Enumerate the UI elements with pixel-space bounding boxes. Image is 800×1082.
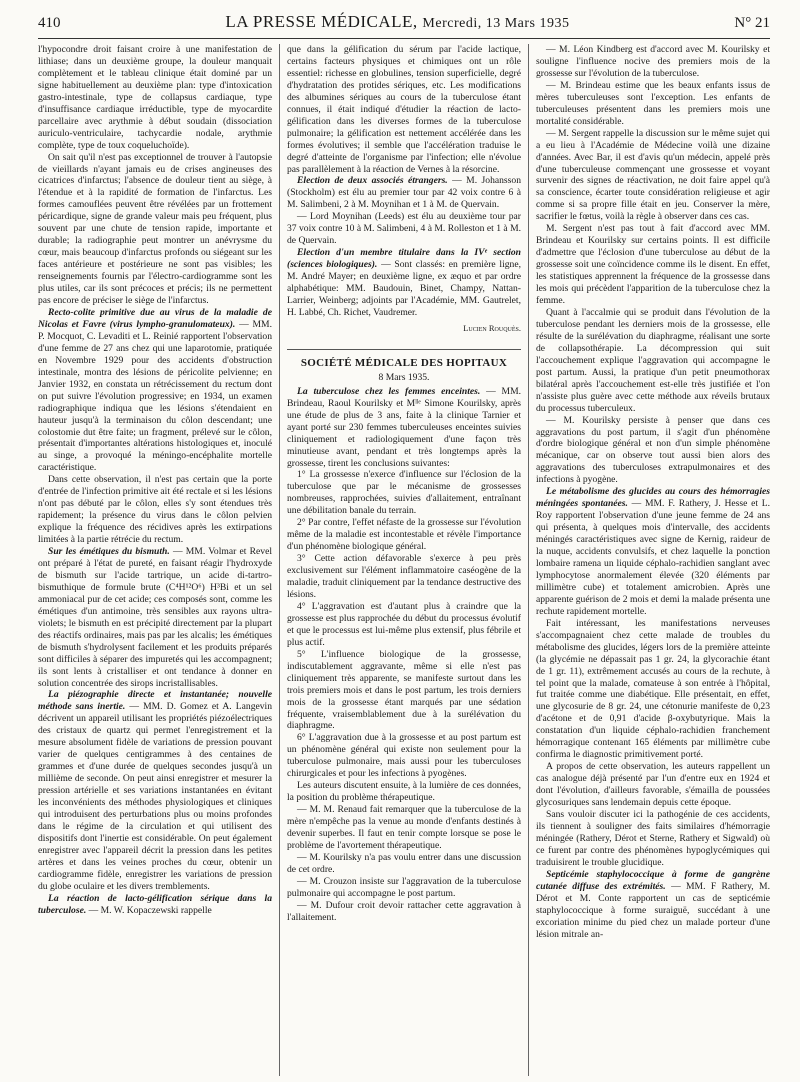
paragraph-text: — MM. P. Mocquot, C. Levaditi et L. Reinié rapportent l'observation d'une femme de 27 ans chez qui une laparotomie, pratiquée en Novembre 1929 pour des accidents d'obstruction intestinale, montra des lésions de péricolite pelvienne; en Janvier 1932, en constata un rétrécissement du rectum dont on put suivre l'évolution progressive; en 1934, un examen radiographique indiqua que les lésions s'étendaient en hauteur jusqu'à la terminaison du côlon descendant; une colostomie dut être faite; un fragment, prélevé sur le côlon, présentait d'importantes altérations histologiques et, inoculé au singe, a provoqué la méningo-encéphalite mortelle caractéristique. [38,318,272,474]
paragraph: A propos de cette observation, les auteurs rappellent un cas analogue déjà présenté par l'un d'entre eux en 1924 et dont l'évolution, d'ailleurs favorable, s'émailla de poussées glycosuriques sans lendemain depuis cette époque. [536,761,770,809]
paragraph: 2° Par contre, l'effet néfaste de la grossesse sur l'évolution même de la maladie est incontestable et révèle l'importance d'un phénomène biologique général. [287,517,521,553]
paragraph [38,893,272,917]
communication-title: Election d'un membre titulaire dans la IVᵉ section (sciences biologiques). [287,247,521,271]
paragraph-text: — MM. F Rathery, M. Dérot et M. Conte rapportent un cas de septicémie staphylococcique à forme suraiguë, succédant à une excoriation minime du pied chez un malade porteur d'une lésion mitrale an- [536,880,770,940]
paragraph: l'hypocondre droit faisant croire à une manifestation de lithiase; dans un deuxième groupe, la douleur manquait complètement et le tableau clinique était dominé par un signe habituellement au deuxième plan: type d'intoxication gastro-intestinale, type de collapsus cardiaque, type d'insuffisance cardiaque irréductible, type de myocardite parcellaire avec arythmie à début soudain (dissociation auriculo-ventriculaire, tachycardie nodale, arythmie complète, type de toux coqueluchoïde). [38,44,272,151]
paragraph-text: — M. Johansson (Stockholm) est élu au premier tour par 42 voix contre 6 à M. Salimbeni, 2 à M. Moynihan et 1 à M. de Quervain. [287,175,521,211]
paragraph: Sans vouloir discuter ici la pathogénie de ces accidents, ils tiennent à souligner des faits similaires d'hémorragie méningée (Rathery, Dérot et Sterne, Rathery et Sigwald) où ce furent par contre des phénomènes hypoglycémiques qui traduisirent le trouble glucidique. [536,809,770,868]
paragraph: — M. Brindeau estime que les beaux enfants issus de mères tuberculeuses sont l'exception. Les enfants de tuberculeuses présentent dans les premiers mois une mortalité considérable. [536,79,770,127]
paragraph: 5° L'influence biologique de la grossesse, indiscutablement aggravante, même si elle n'est pas cliniquement très apparente, se manifeste surtout dans les trois premiers mois et dans le post partum, les trois derniers mois de la grossesse étant marqués par une sédation fréquente, vraisemblablement due à la surélévation du diaphragme. [287,648,521,732]
paragraph: 4° L'aggravation est d'autant plus à craindre que la grossesse est plus rapprochée du début du processus évolutif et que le processus est lui-même plus extensif, plus fébrile et plus actif. [287,600,521,648]
paragraph: On sait qu'il n'est pas exceptionnel de trouver à l'autopsie de vieillards n'ayant jamais eu de crises angineuses des cicatrices d'infarctus; l'absence de douleur tient au siège, à l'étendue et à la rapidité de formation de l'infarctus. Les formes camouflées peuvent être révélées par un frottement péricardique, signe de grande valeur mais peu fréquent, plus souvent par une chute de tension rapide, importante et durable; la radiographie peut montrer un anévrysme du cœur, mais beaucoup d'infarctus profonds ou siégeant sur les faces antérieure et postérieure ne sont pas visibles; les renseignements fournis par l'électro-cardiogramme sont les plus utiles, car ils sont précoces et précis; ils ne permettent pas encore de préciser le siège de l'infarctus. [38,151,272,307]
article-columns [38,44,770,1076]
paragraph: — M. M. Renaud fait remarquer que la tuberculose de la mère n'empêche pas la venue au monde d'enfants destinés à devenir superbes. Il faut en tenir compte lorsque se pose le problème de l'avortement thérapeutique. [287,804,521,851]
paragraph-text: — MM. D. Gomez et A. Langevin décrivent un appareil utilisant les propriétés piézoélectriques des cristaux de quartz qui permet l'enregistrement et la mesure absolument fidèle de variations de pression pouvant varier de quelques centigrammes à des centaines de grammes et d'une durée de quelques secondes jusqu'à un millième de seconde. On peut ainsi enregistrer et mesurer la pression artérielle et ses variations instantanées en évitant les inconvénients des méthodes physiologiques et cliniques qui introduisent des perturbations plus ou moins profondes dans le régime de la circulation et qui utilisent des dispositifs dont l'inertie est considérable. On peut également enregistrer avec l'appareil décrit la pression dans les petites artères et dans les veines proches du cœur, obtenir un cardiogramme fidèle, enregistrer les variations de pression du globe oculaire et les divers tremblements. [38,701,273,892]
journal-name: LA PRESSE MÉDICALE, [225,12,418,31]
paragraph: — Lord Moynihan (Leeds) est élu au deuxième tour par 37 voix contre 10 à M. Salimbeni, 4 à M. Rolleston et 1 à M. de Quervain. [287,211,521,247]
paragraph [287,386,521,470]
communication-title: Septicémie staphylococcique à forme de gangrène cutanée diffuse des extrémités. [536,868,770,892]
paragraph: — M. Dufour croit devoir rattacher cette aggravation à l'allaitement. [287,899,521,923]
paragraph-text: — MM. Brindeau, Raoul Kourilsky et Mˡˡᵉ Simone Kourilsky, après une étude de plus de 3 ans, faite à la clinique Tarnier et ayant porté sur 230 femmes tuberculeuses enceintes suivies cliniquement et radiologiquement d'une façon très minutieuse avant, pendant et très longtemps après la grossesse, tirent les conclusions suivantes: [287,385,521,469]
paragraph-text: — MM. F. Rathery, J. Hesse et L. Roy rapportent l'observation d'une jeune femme de 24 ans qui présenta, à quelques mois d'intervalle, des accidents méningés caractéristiques avec signe de Kernig, raideur de la nuque, accidents convulsifs, et chez laquelle la ponction lombaire ramena un liquide céphalo-rachidien sanglant avec lymphocytose anormalement élevée (320 éléments par millimètre cube) et totalement amicrobien. Après une apparente guérison de 2 mois et demi la malade présenta une rechute rapidement mortelle. [536,498,770,617]
paragraph [38,546,272,689]
column-2 [280,44,528,1076]
paragraph [38,307,272,474]
communication-title: La tuberculose chez les femmes enceintes. [297,385,481,397]
paragraph [287,247,521,319]
paragraph: 6° L'aggravation due à la grossesse et au post partum est un phénomène général qui existe non seulement pour la tuberculose pulmonaire, mais aussi pour les tuberculoses chirurgicales et pour les infections à pyogènes. [287,732,521,780]
paragraph: 1° La grossesse n'exerce d'influence sur l'éclosion de la tuberculose que par le mécanisme de grossesses nombreuses, rapprochées, suivies d'allaitement, entraînant une débilitation banale du terrain. [287,469,521,517]
paragraph [287,175,521,211]
paragraph [536,869,770,941]
section-date: 8 Mars 1935. [378,371,430,383]
communication-title: La réaction de lacto-gélification sérique dans la tuberculose. [38,892,272,916]
communication-title: La piézographie directe et instantanée; nouvelle méthode sans inertie. [38,689,272,713]
paragraph [536,486,770,617]
paragraph: Quant à l'accalmie qui se produit dans l'évolution de la tuberculose pendant les derniers mois de la grossesse, elle résulte de la surélévation du diaphragme, réalisant une sorte de collapsothérapie. La décompression qui suit l'accouchement explique l'aggravation qui accompagne le post partum. Aussi, la pratique d'un petit pneumothorax bilatéral après l'accouchement est-elle très justifiée et l'on n'assiste plus guère avec cette méthode aux réveils brutaux du processus tuberculeux. [536,306,770,414]
paragraph: Dans cette observation, il n'est pas certain que la porte d'entrée de l'infection primitive ait été rectale et si les lésions n'ont pas débuté par le côlon, elles s'y sont étendues très rapidement; la présence du virus dans le côlon pelvien explique la fréquence des récidives après les extirpations limitées à la partie rétrécie du rectum. [38,474,272,546]
column-3 [529,44,770,1076]
paragraph: Fait intéressant, les manifestations nerveuses s'accompagnaient chez cette malade de troubles du métabolisme des glucides, légers lors de la première atteinte (la glycémie ne dépassait pas 1 gr. 24, la glycorachie étant de 1 gr. 11), extrêmement accusés au cours de la rechute, à tel point que la malade, comateuse à son entrée à l'hôpital, fut traitée comme une diabétique. Elle présentait, en effet, une glycosurie de 8 gr. 24, une cétonurie manifeste de 0,23 d'acétone et de 0,91 d'acide β-oxybutyrique. Mais la constatation d'un liquide céphalo-rachidien franchement hémorragique contenant 165 éléments par millimètre cube confirma le diagnostic primitivement porté. [536,617,770,761]
paragraph: — M. Sergent rappelle la discussion sur le même sujet qui a eu lieu à l'Académie de Médecine voilà une dizaine d'années. Avec Bar, il est d'avis qu'un médecin, appelé près d'une tuberculeuse commençant une grossesse et voyant survenir des signes de réactivation, ne doit faire appel qu'à sa conscience, écarter toute considération religieuse et agir comme si sa propre fille était en jeu. Conserver la mère, sacrifier le fœtus, voilà la règle à observer dans ces cas. [536,127,770,223]
page-header [38,12,770,39]
communication-title: Sur les émétiques du bismuth. [48,546,170,558]
communication-title: Le métabolisme des glucides au cours des hémorragies méningées spontanées. [536,486,770,510]
paragraph-text: — Sont classés: en première ligne, M. André Mayer; en deuxième ligne, ex æquo et par ordre alphabétique: MM. Baudouin, Binet, Champy, Nattan-Larrier, Weinberg; adjoints par l'Académie, MM. Gautrelet, H. Labbé, Ch. Richet, Vaudremer. [287,259,521,318]
paragraph: Les auteurs discutent ensuite, à la lumière de ces données, la position du problème thérapeutique. [287,780,521,804]
communication-title: Election de deux associés étrangers. [297,175,448,187]
communication-title: Recto-colite primitive due au virus de la maladie de Nicolas et Favre (virus lympho-granulomateux). [38,306,272,330]
column-1 [38,44,279,1076]
issue-date: Mercredi, 13 Mars 1935 [422,16,570,31]
issue-number: N° 21 [734,15,770,31]
section-title: SOCIÉTÉ MÉDICALE DES HOPITAUX [287,349,521,370]
paragraph: — M. Kourilsky persiste à penser que dans ces aggravations du post partum, il s'agit d'un phénomène d'ordre biologique général et non d'un simple phénomène mécanique, car on observe tout aussi bien alors des aggravations des tuberculoses extrapulmonaires et des infections à pyogène. [536,414,770,486]
paragraph: que dans la gélification du sérum par l'acide lactique, certains facteurs physiques et chimiques ont un rôle essentiel: richesse en globulines, tension superficielle, degré d'hydratation des protides sériques, etc. Les modifications des albumines sériques au cours de la tuberculose étant connues, il était indiqué d'étudier la réaction de lacto-gélification dans les diverses formes de la tuberculose pulmonaire; la gélification est nettement accélérée dans les formes évolutives; il semble que l'accélération traduise le degré d'atteinte de l'organisme par l'infection; elle n'évolue pas parallèlement à la réaction de Vernes à la résorcine. [287,44,521,175]
paragraph-text: — M. W. Kopaczewski rappelle [86,904,212,916]
author-signature: Lucien Rouquès. [463,322,521,333]
paragraph: — M. Kourilsky n'a pas voulu entrer dans une discussion de cet ordre. [287,851,521,875]
page-number: 410 [38,15,61,31]
journal-title [225,12,569,32]
paragraph-text: — MM. Volmar et Revel ont préparé à l'état de pureté, en faisant réagir l'hydroxyde de bismuth sur l'acide tartrique, un acide di-tartro-bismuthique de formule brute (C⁴H¹²O⁶) H³Bi et un sel ammoniacal pur de cet acide; ces composés sont, comme les émétiques d'un antimoine, très sensibles aux rayons ultra-violets; le bismuth en est précipité directement par la plupart des réactifs ordinaires, mais pas par les alcalis; les émétiques de bismuth s'hydrolysent facilement et les produits préparés sont difficiles à séparer des impuretés qui les accompagnent; ils sont lents à cristalliser et ont tendance à donner en solution concentrée des sirops incristallisables. [38,546,272,689]
paragraph: — M. Léon Kindberg est d'accord avec M. Kourilsky et souligne l'influence nocive des premiers mois de la grossesse sur l'évolution de la tuberculose. [536,44,770,79]
paragraph: — M. Crouzon insiste sur l'aggravation de la tuberculose pulmonaire qui accompagne le post partum. [287,875,521,899]
paragraph: M. Sergent n'est pas tout à fait d'accord avec MM. Brindeau et Kourilsky sur certains points. Il est difficile d'admettre que l'éclosion d'une tuberculose au début de la grossesse soit une coïncidence comme ils le disent. En effet, les statistiques apprennent la fréquence de la grossesse dans les mois qui précèdent l'apparition de la tuberculose chez la femme. [536,223,770,307]
paragraph [38,689,272,892]
paragraph: 3° Cette action défavorable s'exerce à peu près exclusivement sur l'élément inflammatoire caséogène de la maladie, traduit cliniquement par la tendance destructive des lésions. [287,553,521,600]
